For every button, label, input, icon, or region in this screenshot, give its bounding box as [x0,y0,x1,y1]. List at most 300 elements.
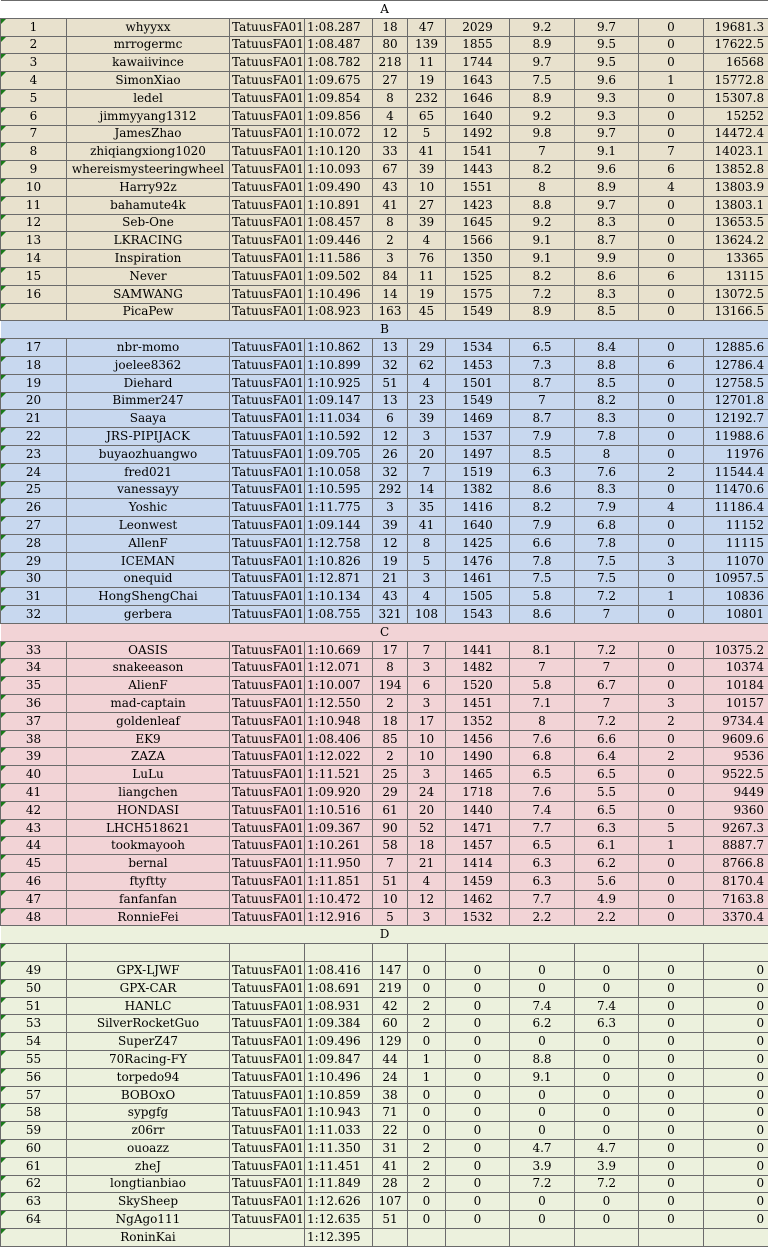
cell-col-10[interactable]: 0 [639,534,704,552]
cell-driver[interactable]: tookmayooh [67,837,230,855]
cell-col-7[interactable]: 1414 [446,855,510,873]
cell-rank[interactable]: 30 [1,570,67,588]
cell-rank[interactable]: 43 [1,819,67,837]
cell-col-10[interactable]: 0 [639,214,704,232]
cell-col-6[interactable] [408,1228,446,1246]
cell-score[interactable]: 13365 [704,250,768,268]
cell-score[interactable]: 0 [704,1104,768,1122]
cell-col-5[interactable]: 14 [373,285,408,303]
cell-rank[interactable]: 38 [1,730,67,748]
cell-col-5[interactable]: 8 [373,89,408,107]
cell-col-9[interactable]: 8.8 [575,356,639,374]
cell-car[interactable]: TatuusFA01 [230,890,305,908]
cell-col-10[interactable]: 0 [639,339,704,357]
cell-col-6[interactable] [408,944,446,962]
cell-score[interactable]: 13803.1 [704,196,768,214]
cell-col-10[interactable]: 0 [639,606,704,624]
cell-best-lap[interactable]: 1:10.261 [305,837,373,855]
cell-score[interactable]: 9449 [704,784,768,802]
cell-col-6[interactable]: 20 [408,445,446,463]
cell-col-6[interactable]: 4 [408,374,446,392]
cell-col-9[interactable]: 8.3 [575,214,639,232]
cell-score[interactable]: 13115 [704,267,768,285]
cell-col-8[interactable]: 7.7 [510,890,575,908]
cell-col-8[interactable]: 0 [510,979,575,997]
cell-driver[interactable]: RonnieFei [67,908,230,926]
cell-driver[interactable]: fred021 [67,463,230,481]
cell-col-7[interactable]: 1643 [446,72,510,90]
cell-col-6[interactable]: 0 [408,1033,446,1051]
cell-col-7[interactable]: 1718 [446,784,510,802]
cell-col-8[interactable]: 0 [510,1086,575,1104]
cell-col-7[interactable]: 1462 [446,890,510,908]
cell-col-6[interactable]: 41 [408,143,446,161]
cell-col-8[interactable] [510,944,575,962]
cell-col-7[interactable]: 1440 [446,801,510,819]
cell-col-10[interactable]: 0 [639,890,704,908]
cell-col-5[interactable]: 219 [373,979,408,997]
cell-col-7[interactable]: 1459 [446,873,510,891]
cell-col-9[interactable]: 7.2 [575,588,639,606]
cell-col-7[interactable]: 0 [446,1104,510,1122]
cell-col-6[interactable]: 3 [408,695,446,713]
cell-col-5[interactable]: 2 [373,232,408,250]
cell-score[interactable]: 12758.5 [704,374,768,392]
cell-col-7[interactable]: 1645 [446,214,510,232]
cell-col-5[interactable]: 107 [373,1193,408,1211]
cell-driver[interactable]: whereismysteeringwheel [67,161,230,179]
cell-driver[interactable]: SuperZ47 [67,1033,230,1051]
cell-rank[interactable]: 9 [1,161,67,179]
cell-col-8[interactable]: 9.2 [510,214,575,232]
cell-col-7[interactable]: 1350 [446,250,510,268]
cell-col-9[interactable]: 8.7 [575,232,639,250]
cell-col-9[interactable]: 7 [575,659,639,677]
cell-driver[interactable]: RoninKai [67,1228,230,1246]
cell-best-lap[interactable]: 1:12.916 [305,908,373,926]
cell-col-6[interactable]: 41 [408,517,446,535]
cell-col-10[interactable]: 2 [639,463,704,481]
cell-driver[interactable]: SAMWANG [67,285,230,303]
cell-col-9[interactable]: 7.4 [575,997,639,1015]
cell-score[interactable]: 10375.2 [704,641,768,659]
cell-col-10[interactable]: 0 [639,428,704,446]
cell-col-10[interactable]: 0 [639,873,704,891]
cell-col-8[interactable]: 3.9 [510,1157,575,1175]
cell-col-8[interactable]: 7.4 [510,801,575,819]
cell-best-lap[interactable]: 1:09.502 [305,267,373,285]
cell-driver[interactable]: JRS-PIPIJACK [67,428,230,446]
cell-col-5[interactable]: 24 [373,1068,408,1086]
cell-score[interactable]: 0 [704,979,768,997]
cell-col-8[interactable]: 8.2 [510,267,575,285]
cell-rank[interactable]: 3 [1,54,67,72]
cell-col-10[interactable]: 1 [639,72,704,90]
cell-col-6[interactable]: 10 [408,748,446,766]
cell-driver[interactable]: liangchen [67,784,230,802]
cell-best-lap[interactable]: 1:12.758 [305,534,373,552]
cell-col-9[interactable]: 9.7 [575,125,639,143]
cell-col-8[interactable]: 0 [510,962,575,980]
cell-car[interactable]: TatuusFA01 [230,1104,305,1122]
cell-score[interactable]: 9609.6 [704,730,768,748]
cell-col-6[interactable]: 3 [408,659,446,677]
cell-car[interactable]: TatuusFA01 [230,36,305,54]
cell-rank[interactable]: 44 [1,837,67,855]
cell-rank[interactable]: 63 [1,1193,67,1211]
cell-car[interactable] [230,944,305,962]
cell-col-9[interactable]: 9.3 [575,107,639,125]
cell-col-9[interactable]: 0 [575,1211,639,1229]
cell-car[interactable]: TatuusFA01 [230,784,305,802]
cell-col-6[interactable]: 12 [408,890,446,908]
cell-car[interactable]: TatuusFA01 [230,1140,305,1158]
cell-col-10[interactable]: 1 [639,837,704,855]
cell-col-5[interactable]: 194 [373,677,408,695]
cell-best-lap[interactable]: 1:09.496 [305,1033,373,1051]
cell-col-6[interactable]: 0 [408,1104,446,1122]
cell-col-9[interactable]: 0 [575,1033,639,1051]
cell-col-8[interactable]: 6.8 [510,748,575,766]
cell-best-lap[interactable]: 1:10.862 [305,339,373,357]
cell-col-6[interactable]: 20 [408,801,446,819]
cell-driver[interactable]: ledel [67,89,230,107]
cell-car[interactable]: TatuusFA01 [230,517,305,535]
cell-car[interactable]: TatuusFA01 [230,72,305,90]
cell-driver[interactable]: Saaya [67,410,230,428]
cell-score[interactable]: 10957.5 [704,570,768,588]
cell-col-7[interactable]: 1423 [446,196,510,214]
cell-score[interactable]: 13852.8 [704,161,768,179]
cell-col-5[interactable]: 10 [373,890,408,908]
cell-driver[interactable]: PicaPew [67,303,230,321]
cell-col-10[interactable]: 0 [639,36,704,54]
cell-col-10[interactable]: 0 [639,232,704,250]
cell-col-8[interactable]: 7.4 [510,997,575,1015]
cell-best-lap[interactable]: 1:10.859 [305,1086,373,1104]
cell-col-8[interactable]: 7.8 [510,552,575,570]
cell-best-lap[interactable]: 1:11.775 [305,499,373,517]
cell-best-lap[interactable]: 1:08.923 [305,303,373,321]
cell-rank[interactable]: 13 [1,232,67,250]
cell-col-9[interactable]: 6.5 [575,766,639,784]
cell-col-6[interactable]: 35 [408,499,446,517]
cell-col-9[interactable]: 6.3 [575,819,639,837]
cell-car[interactable]: TatuusFA01 [230,1086,305,1104]
cell-col-6[interactable]: 39 [408,214,446,232]
cell-car[interactable]: TatuusFA01 [230,979,305,997]
cell-rank[interactable]: 2 [1,36,67,54]
cell-col-7[interactable]: 1352 [446,712,510,730]
cell-col-8[interactable]: 9.2 [510,18,575,36]
cell-col-8[interactable]: 6.5 [510,766,575,784]
cell-rank[interactable]: 26 [1,499,67,517]
cell-score[interactable]: 11070 [704,552,768,570]
cell-col-7[interactable]: 1640 [446,107,510,125]
cell-car[interactable]: TatuusFA01 [230,214,305,232]
cell-driver[interactable]: SimonXiao [67,72,230,90]
cell-col-7[interactable]: 0 [446,1015,510,1033]
cell-score[interactable]: 0 [704,1175,768,1193]
cell-col-9[interactable]: 9.7 [575,18,639,36]
cell-col-8[interactable]: 7.5 [510,72,575,90]
cell-col-7[interactable]: 1497 [446,445,510,463]
cell-rank[interactable]: 60 [1,1140,67,1158]
cell-col-10[interactable]: 3 [639,695,704,713]
cell-col-7[interactable]: 1543 [446,606,510,624]
cell-col-9[interactable]: 0 [575,1086,639,1104]
cell-col-9[interactable]: 6.7 [575,677,639,695]
cell-driver[interactable]: joelee8362 [67,356,230,374]
cell-best-lap[interactable]: 1:10.669 [305,641,373,659]
cell-driver[interactable]: ICEMAN [67,552,230,570]
cell-rank[interactable]: 35 [1,677,67,695]
cell-col-9[interactable]: 6.4 [575,748,639,766]
cell-col-6[interactable]: 52 [408,819,446,837]
cell-col-9[interactable]: 0 [575,962,639,980]
cell-col-8[interactable]: 7.6 [510,730,575,748]
cell-col-5[interactable] [373,1228,408,1246]
cell-col-8[interactable]: 7.2 [510,285,575,303]
cell-col-8[interactable]: 5.8 [510,588,575,606]
cell-score[interactable]: 10157 [704,695,768,713]
cell-col-9[interactable]: 4.9 [575,890,639,908]
cell-score[interactable]: 13653.5 [704,214,768,232]
cell-col-8[interactable]: 7.7 [510,819,575,837]
cell-car[interactable]: TatuusFA01 [230,18,305,36]
cell-rank[interactable]: 18 [1,356,67,374]
cell-col-5[interactable]: 8 [373,659,408,677]
cell-col-6[interactable]: 232 [408,89,446,107]
cell-col-9[interactable]: 9.7 [575,196,639,214]
cell-car[interactable]: TatuusFA01 [230,161,305,179]
cell-col-9[interactable]: 8.5 [575,303,639,321]
cell-col-5[interactable]: 13 [373,339,408,357]
cell-driver[interactable]: JamesZhao [67,125,230,143]
cell-car[interactable]: TatuusFA01 [230,766,305,784]
cell-col-7[interactable]: 1453 [446,356,510,374]
cell-col-7[interactable]: 1532 [446,908,510,926]
cell-best-lap[interactable]: 1:10.899 [305,356,373,374]
cell-col-5[interactable]: 27 [373,72,408,90]
cell-col-8[interactable]: 6.5 [510,339,575,357]
cell-rank[interactable]: 25 [1,481,67,499]
cell-rank[interactable]: 53 [1,1015,67,1033]
cell-col-6[interactable]: 3 [408,766,446,784]
cell-rank[interactable]: 15 [1,267,67,285]
cell-rank[interactable] [1,944,67,962]
cell-col-5[interactable]: 51 [373,374,408,392]
cell-col-5[interactable]: 7 [373,855,408,873]
cell-col-7[interactable]: 1519 [446,463,510,481]
cell-col-9[interactable]: 5.5 [575,784,639,802]
cell-car[interactable]: TatuusFA01 [230,1051,305,1069]
cell-col-9[interactable]: 0 [575,1193,639,1211]
cell-car[interactable]: TatuusFA01 [230,196,305,214]
cell-score[interactable]: 12885.6 [704,339,768,357]
cell-col-10[interactable]: 0 [639,410,704,428]
cell-col-5[interactable]: 41 [373,196,408,214]
cell-col-6[interactable]: 4 [408,588,446,606]
cell-col-9[interactable]: 3.9 [575,1157,639,1175]
cell-col-10[interactable]: 0 [639,1104,704,1122]
cell-col-10[interactable]: 0 [639,1015,704,1033]
cell-col-8[interactable]: 7 [510,143,575,161]
cell-col-7[interactable]: 1541 [446,143,510,161]
cell-col-8[interactable]: 8.9 [510,89,575,107]
cell-car[interactable]: TatuusFA01 [230,1122,305,1140]
cell-col-8[interactable]: 8.8 [510,1051,575,1069]
cell-rank[interactable]: 32 [1,606,67,624]
cell-car[interactable]: TatuusFA01 [230,89,305,107]
cell-driver[interactable]: 70Racing-FY [67,1051,230,1069]
cell-col-6[interactable]: 23 [408,392,446,410]
cell-rank[interactable]: 11 [1,196,67,214]
cell-car[interactable]: TatuusFA01 [230,1068,305,1086]
cell-best-lap[interactable]: 1:12.635 [305,1211,373,1229]
cell-col-10[interactable]: 0 [639,641,704,659]
cell-score[interactable]: 0 [704,1015,768,1033]
cell-col-6[interactable]: 4 [408,232,446,250]
cell-col-6[interactable]: 11 [408,267,446,285]
cell-col-7[interactable]: 1575 [446,285,510,303]
cell-car[interactable]: TatuusFA01 [230,552,305,570]
cell-best-lap[interactable]: 1:10.120 [305,143,373,161]
cell-col-7[interactable]: 1425 [446,534,510,552]
cell-best-lap[interactable]: 1:08.782 [305,54,373,72]
cell-col-8[interactable]: 5.8 [510,677,575,695]
cell-col-8[interactable]: 7.9 [510,517,575,535]
cell-col-8[interactable]: 6.6 [510,534,575,552]
cell-rank[interactable]: 55 [1,1051,67,1069]
cell-best-lap[interactable]: 1:08.487 [305,36,373,54]
cell-col-10[interactable] [639,1228,704,1246]
cell-col-8[interactable]: 8.7 [510,374,575,392]
cell-rank[interactable]: 4 [1,72,67,90]
cell-score[interactable]: 10184 [704,677,768,695]
cell-score[interactable]: 9734.4 [704,712,768,730]
cell-col-10[interactable]: 0 [639,1140,704,1158]
cell-driver[interactable]: EK9 [67,730,230,748]
cell-col-7[interactable]: 1476 [446,552,510,570]
cell-driver[interactable]: whyyxx [67,18,230,36]
cell-col-8[interactable]: 0 [510,1122,575,1140]
cell-col-7[interactable]: 0 [446,1175,510,1193]
cell-driver[interactable]: LuLu [67,766,230,784]
cell-col-8[interactable]: 0 [510,1211,575,1229]
cell-col-9[interactable]: 9.3 [575,89,639,107]
cell-score[interactable] [704,944,768,962]
cell-best-lap[interactable]: 1:08.287 [305,18,373,36]
cell-col-8[interactable]: 2.2 [510,908,575,926]
cell-car[interactable]: TatuusFA01 [230,445,305,463]
cell-score[interactable]: 14472.4 [704,125,768,143]
cell-best-lap[interactable]: 1:10.496 [305,285,373,303]
cell-col-6[interactable]: 3 [408,570,446,588]
cell-car[interactable]: TatuusFA01 [230,481,305,499]
cell-col-9[interactable]: 6.5 [575,801,639,819]
cell-driver[interactable]: OASIS [67,641,230,659]
cell-col-9[interactable]: 9.9 [575,250,639,268]
cell-best-lap[interactable]: 1:11.849 [305,1175,373,1193]
cell-car[interactable]: TatuusFA01 [230,178,305,196]
cell-col-9[interactable]: 2.2 [575,908,639,926]
cell-car[interactable]: TatuusFA01 [230,748,305,766]
cell-col-9[interactable]: 7.2 [575,712,639,730]
cell-score[interactable]: 13072.5 [704,285,768,303]
cell-col-5[interactable]: 51 [373,873,408,891]
cell-car[interactable]: TatuusFA01 [230,570,305,588]
cell-score[interactable]: 0 [704,962,768,980]
cell-col-5[interactable]: 32 [373,463,408,481]
cell-driver[interactable]: mad-captain [67,695,230,713]
cell-score[interactable]: 16568 [704,54,768,72]
cell-col-10[interactable]: 0 [639,445,704,463]
cell-best-lap[interactable]: 1:10.595 [305,481,373,499]
cell-col-6[interactable]: 76 [408,250,446,268]
cell-best-lap[interactable]: 1:12.395 [305,1228,373,1246]
cell-col-5[interactable]: 6 [373,410,408,428]
cell-best-lap[interactable]: 1:10.496 [305,1068,373,1086]
cell-col-5[interactable]: 51 [373,1211,408,1229]
cell-best-lap[interactable] [305,944,373,962]
cell-car[interactable]: TatuusFA01 [230,908,305,926]
cell-col-9[interactable]: 8.2 [575,392,639,410]
cell-rank[interactable]: 31 [1,588,67,606]
cell-car[interactable]: TatuusFA01 [230,125,305,143]
cell-col-5[interactable]: 22 [373,1122,408,1140]
cell-score[interactable]: 11470.6 [704,481,768,499]
cell-best-lap[interactable]: 1:08.691 [305,979,373,997]
cell-col-10[interactable]: 0 [639,1193,704,1211]
cell-col-7[interactable]: 0 [446,997,510,1015]
cell-rank[interactable]: 42 [1,801,67,819]
cell-col-7[interactable]: 1471 [446,819,510,837]
cell-driver[interactable]: zheJ [67,1157,230,1175]
cell-col-5[interactable]: 43 [373,588,408,606]
cell-col-10[interactable]: 0 [639,570,704,588]
cell-col-7[interactable]: 1469 [446,410,510,428]
cell-col-10[interactable]: 6 [639,356,704,374]
cell-driver[interactable]: GPX-LJWF [67,962,230,980]
cell-col-8[interactable]: 9.1 [510,250,575,268]
cell-driver[interactable]: Seb-One [67,214,230,232]
cell-rank[interactable]: 20 [1,392,67,410]
cell-best-lap[interactable]: 1:11.521 [305,766,373,784]
cell-car[interactable]: TatuusFA01 [230,1015,305,1033]
cell-score[interactable]: 0 [704,1157,768,1175]
cell-col-6[interactable]: 2 [408,1015,446,1033]
cell-col-7[interactable]: 1640 [446,517,510,535]
cell-best-lap[interactable]: 1:08.755 [305,606,373,624]
cell-col-7[interactable] [446,1228,510,1246]
cell-car[interactable]: TatuusFA01 [230,1211,305,1229]
cell-col-9[interactable]: 9.1 [575,143,639,161]
cell-col-5[interactable]: 19 [373,552,408,570]
cell-col-8[interactable]: 0 [510,1104,575,1122]
cell-car[interactable]: TatuusFA01 [230,962,305,980]
cell-col-5[interactable]: 67 [373,161,408,179]
cell-col-8[interactable]: 7.3 [510,356,575,374]
cell-rank[interactable]: 57 [1,1086,67,1104]
cell-driver[interactable]: zhiqiangxiong1020 [67,143,230,161]
cell-best-lap[interactable]: 1:10.925 [305,374,373,392]
cell-score[interactable]: 0 [704,1086,768,1104]
cell-car[interactable]: TatuusFA01 [230,730,305,748]
cell-col-8[interactable]: 7.5 [510,570,575,588]
cell-col-5[interactable]: 32 [373,356,408,374]
cell-col-7[interactable]: 1492 [446,125,510,143]
